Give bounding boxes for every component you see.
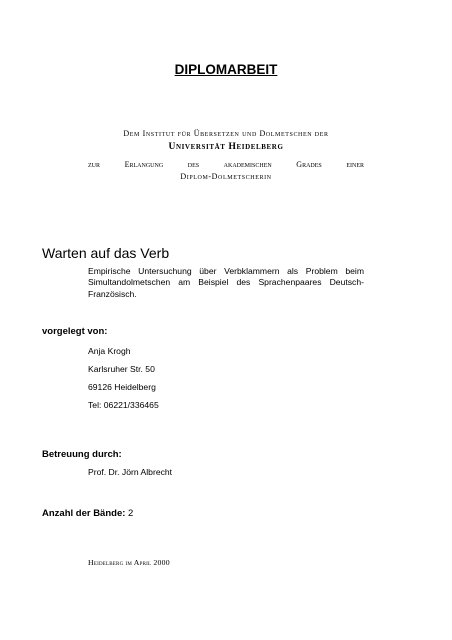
author-phone: Tel: 06221/336465 (88, 400, 159, 410)
place-date-footer: Heidelberg im April 2000 (88, 558, 170, 567)
degree-purpose-line: zur Erlangung des akademischen Grades einer (88, 160, 364, 169)
institution-line-1: Dem Institut für Übersetzen und Dolmetschen der (123, 129, 329, 138)
author-name: Anja Krogh (88, 346, 131, 356)
university-name: Universität Heidelberg (168, 142, 284, 152)
degree-name: Diplom-Dolmetscherin (180, 172, 272, 181)
document-type-title: DIPLOMARBEIT (174, 62, 278, 77)
volumes-label: Anzahl der Bände: (42, 508, 126, 519)
author-street: Karlsruher Str. 50 (88, 364, 155, 374)
thesis-title: Warten auf das Verb (42, 245, 170, 261)
thesis-subtitle: Empirische Untersuchung über Verbklammern als Problem beim Simultandolmetschen am Beispiel des Sprachenpaares Deutsch-Französisch. (88, 266, 364, 299)
volumes-row (42, 508, 133, 519)
volumes-value: 2 (128, 508, 134, 519)
supervision-label: Betreuung durch: (42, 449, 122, 460)
author-city: 69126 Heidelberg (88, 382, 156, 392)
supervisor-name: Prof. Dr. Jörn Albrecht (88, 467, 173, 477)
submitted-by-label: vorgelegt von: (42, 326, 108, 337)
